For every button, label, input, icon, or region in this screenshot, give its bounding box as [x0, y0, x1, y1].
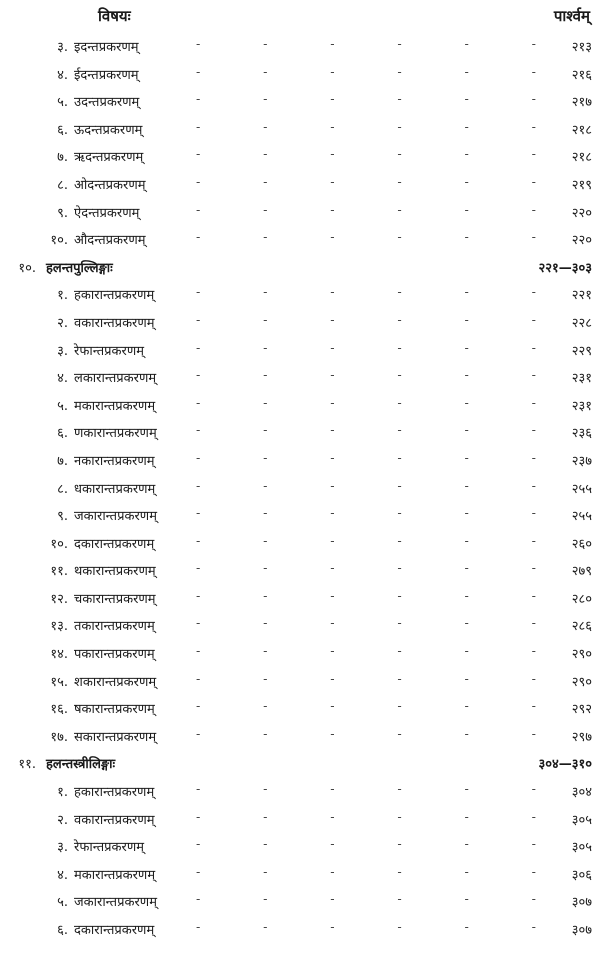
entry-title: इदन्तप्रकरणम्: [74, 40, 139, 55]
entry-title: तकारान्तप्रकरणम्: [74, 619, 155, 635]
entry-row: [0, 502, 602, 530]
page-column-heading: पार्श्वम्: [553, 7, 590, 25]
leader-dashes: - - - - - -: [196, 64, 536, 79]
leader-dashes: - - - - - -: [196, 892, 536, 907]
entry-number: ८.: [57, 177, 68, 193]
contents-header: [0, 6, 602, 30]
leader-dashes: - - - - - -: [196, 368, 536, 383]
entry-number: १७.: [50, 729, 68, 745]
entry-row: [0, 640, 602, 668]
entry-row: [0, 888, 602, 916]
leader-dashes: - - - - - -: [196, 478, 536, 493]
leader-dashes: - - - - - -: [196, 312, 536, 327]
entry-page-number: २८०: [571, 591, 592, 607]
entry-row: [0, 171, 602, 199]
leader-dashes: - - - - - -: [196, 119, 536, 134]
entry-row: [0, 668, 602, 696]
leader-dashes: - - - - - -: [196, 644, 536, 659]
leader-dashes: - - - - - -: [196, 174, 536, 189]
leader-dashes: - - - - - -: [196, 202, 536, 217]
entry-number: ५.: [57, 895, 68, 911]
entry-number: ५.: [57, 95, 68, 111]
entry-number: १३.: [50, 619, 68, 635]
entry-page-number: २१८: [571, 122, 592, 138]
entry-row: [0, 309, 602, 337]
leader-dashes: - - - - - -: [196, 423, 536, 438]
entry-page-number: २९०: [571, 647, 592, 663]
entry-row: [0, 199, 602, 227]
entry-title: हकारान्तप्रकरणम्: [74, 288, 155, 304]
section-row: [0, 254, 602, 282]
entry-number: ७.: [57, 453, 68, 469]
entry-page-number: २२०: [571, 233, 592, 249]
entry-page-number: २५५: [571, 481, 592, 497]
entry-number: ४.: [57, 371, 68, 387]
entry-number: ९.: [57, 509, 68, 525]
entry-number: १२.: [50, 591, 68, 607]
entry-number: १५.: [50, 674, 68, 690]
entry-page-number: २१८: [571, 150, 592, 166]
entry-page-number: २३१: [571, 398, 592, 414]
entry-title: षकारान्तप्रकरणम्: [74, 702, 155, 718]
entry-number: ११.: [50, 564, 68, 580]
entry-title: धकारान्तप्रकरणम्: [74, 481, 156, 497]
entry-title: जकारान्तप्रकरणम्: [74, 509, 157, 525]
entry-title: दकारान्तप्रकरणम्: [74, 536, 155, 552]
entry-title: ईदन्तप्रकरणम्: [74, 67, 139, 83]
entry-title: रेफान्तप्रकरणम्: [74, 343, 144, 359]
entry-row: [0, 116, 602, 144]
entry-row: [0, 861, 602, 889]
entry-page-number: २२१: [571, 288, 592, 304]
entry-row: [0, 916, 602, 944]
entry-page-number: ३०७: [571, 895, 592, 911]
entry-title: नकारान्तप्रकरणम्: [74, 453, 155, 469]
entry-title: पकारान्तप्रकरणम्: [74, 647, 155, 663]
entry-page-number: २८६: [571, 619, 592, 635]
entry-row: [0, 392, 602, 420]
entry-number: ६.: [57, 923, 68, 938]
leader-dashes: - - - - - -: [196, 782, 536, 797]
leader-dashes: - - - - - -: [196, 837, 536, 852]
entry-title: थकारान्तप्रकरणम्: [74, 564, 156, 580]
entry-page-number: २३७: [571, 453, 592, 469]
entry-title: सकारान्तप्रकरणम्: [74, 729, 157, 745]
entry-page-number: २२८: [571, 315, 592, 331]
entry-number: १०.: [50, 233, 68, 249]
leader-dashes: - - - - - -: [196, 809, 536, 824]
entry-row: [0, 281, 602, 309]
entry-title: मकारान्तप्रकरणम्: [74, 867, 156, 883]
leader-dashes: - - - - - -: [196, 92, 536, 107]
entry-page-number: २९७: [571, 729, 592, 745]
entry-row: [0, 419, 602, 447]
entry-row: [0, 695, 602, 723]
entry-title: चकारान्तप्रकरणम्: [74, 591, 156, 607]
leader-dashes: - - - - - -: [196, 588, 536, 603]
entry-title: हलन्तपुल्लिङ्गाः: [46, 260, 113, 276]
entry-row: [0, 61, 602, 89]
entry-title: रेफान्तप्रकरणम्: [74, 840, 144, 856]
entry-number: १.: [57, 785, 68, 801]
entry-number: ८.: [57, 481, 68, 497]
entry-row: [0, 364, 602, 392]
entry-page-number: २२९: [571, 343, 592, 359]
entry-page-number: ३०५: [571, 840, 592, 856]
entry-title: ओदन्तप्रकरणम्: [74, 177, 146, 193]
entry-page-number: ३०५: [571, 812, 592, 828]
entry-row: [0, 475, 602, 503]
entry-number: १६.: [50, 702, 68, 718]
entry-number: १०.: [50, 536, 68, 552]
entry-title: शकारान्तप्रकरणम्: [74, 674, 157, 690]
entry-row: [0, 530, 602, 558]
entry-title: ऐदन्तप्रकरणम्: [74, 205, 140, 221]
entry-number: ३.: [57, 40, 68, 55]
entry-row: [0, 612, 602, 640]
entry-number: ४.: [57, 867, 68, 883]
entry-page-number: २१३: [571, 40, 592, 55]
entry-row: [0, 88, 602, 116]
entry-number: ७.: [57, 150, 68, 166]
entry-title: लकारान्तप्रकरणम्: [74, 371, 157, 387]
leader-dashes: - - - - - -: [196, 561, 536, 576]
entry-row: [0, 723, 602, 751]
entry-page-number: ३०७: [571, 923, 592, 938]
entry-row: [0, 33, 602, 61]
entry-row: [0, 557, 602, 585]
entry-title: ऊदन्तप्रकरणम्: [74, 122, 143, 138]
entry-page-number: २६०: [571, 536, 592, 552]
entry-page-number: २३६: [571, 426, 592, 442]
entry-row: [0, 447, 602, 475]
leader-dashes: - - - - - -: [196, 340, 536, 355]
entry-row: [0, 143, 602, 171]
entry-page-number: २९०: [571, 674, 592, 690]
entry-page-number: २२१—३०३: [538, 260, 592, 276]
leader-dashes: - - - - - -: [196, 506, 536, 521]
leader-dashes: - - - - - -: [196, 450, 536, 465]
entry-number: ३.: [57, 840, 68, 856]
entry-row: [0, 833, 602, 861]
entry-title: जकारान्तप्रकरणम्: [74, 895, 157, 911]
entry-number: ४.: [57, 67, 68, 83]
entry-number: ६.: [57, 122, 68, 138]
entry-title: वकारान्तप्रकरणम्: [74, 315, 155, 331]
entry-title: मकारान्तप्रकरणम्: [74, 398, 156, 414]
contents-list: [0, 33, 602, 944]
entry-title: णकारान्तप्रकरणम्: [74, 426, 157, 442]
leader-dashes: - - - - - -: [196, 726, 536, 741]
entry-number: ५.: [57, 398, 68, 414]
leader-dashes: - - - - - -: [196, 230, 536, 245]
entry-number: ६.: [57, 426, 68, 442]
entry-page-number: २२०: [571, 205, 592, 221]
entry-row: [0, 585, 602, 613]
entry-page-number: ३०६: [571, 867, 592, 883]
leader-dashes: - - - - - -: [196, 616, 536, 631]
leader-dashes: - - - - - -: [196, 699, 536, 714]
entry-number: २.: [57, 315, 68, 331]
entry-page-number: २९२: [571, 702, 592, 718]
entry-number: ३.: [57, 343, 68, 359]
entry-page-number: २१९: [571, 177, 592, 193]
entry-row: [0, 337, 602, 365]
entry-number: ११.: [18, 757, 36, 773]
entry-title: ऋदन्तप्रकरणम्: [74, 150, 144, 166]
entry-number: १.: [57, 288, 68, 304]
leader-dashes: - - - - - -: [196, 395, 536, 410]
entry-page-number: २३१: [571, 371, 592, 387]
entry-number: १०.: [18, 260, 36, 276]
leader-dashes: - - - - - -: [196, 37, 536, 51]
entry-page-number: २१७: [571, 95, 592, 111]
entry-title: उदन्तप्रकरणम्: [74, 95, 140, 111]
entry-number: ९.: [57, 205, 68, 221]
entry-title: हकारान्तप्रकरणम्: [74, 785, 155, 801]
entry-title: वकारान्तप्रकरणम्: [74, 812, 155, 828]
entry-page-number: २१६: [571, 67, 592, 83]
leader-dashes: - - - - - -: [196, 671, 536, 686]
entry-title: हलन्तस्त्रीलिङ्गाः: [46, 757, 116, 773]
entry-row: [0, 806, 602, 834]
entry-title: औदन्तप्रकरणम्: [74, 233, 146, 249]
entry-row: [0, 226, 602, 254]
leader-dashes: - - - - - -: [196, 864, 536, 879]
entry-number: १४.: [50, 647, 68, 663]
leader-dashes: - - - - - -: [196, 285, 536, 300]
entry-number: २.: [57, 812, 68, 828]
subject-column-heading: विषयः: [98, 7, 131, 25]
entry-page-number: २७९: [571, 564, 592, 580]
entry-row: [0, 778, 602, 806]
entry-page-number: ३०४—३१०: [538, 757, 592, 773]
entry-page-number: २५५: [571, 509, 592, 525]
leader-dashes: - - - - - -: [196, 533, 536, 548]
entry-page-number: ३०४: [571, 785, 592, 801]
leader-dashes: - - - - - -: [196, 920, 536, 934]
leader-dashes: - - - - - -: [196, 147, 536, 162]
section-row: [0, 750, 602, 778]
entry-title: दकारान्तप्रकरणम्: [74, 923, 155, 938]
